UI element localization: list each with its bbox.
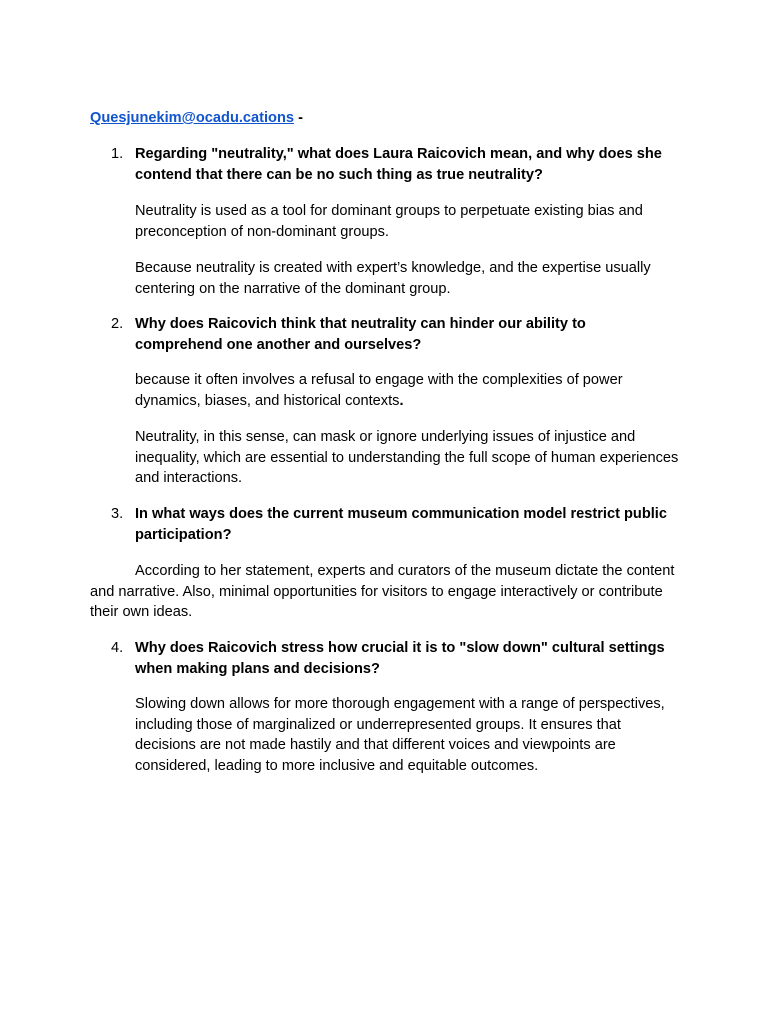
- item-2-answer-2: Neutrality, in this sense, can mask or ignore underlying issues of injustice and inequality, which are essential to understanding the full scope of human experiences and interactions.: [135, 429, 679, 486]
- item-1-answer-1: Neutrality is used as a tool for dominant groups to perpetuate existing bias and preconception of non-dominant groups.: [135, 203, 643, 240]
- item-3-number: 3.: [111, 506, 124, 522]
- item-1-answer-2: Because neutrality is created with expert’s knowledge, and the expertise usually centering on the narrative of the dominant group.: [135, 260, 651, 297]
- item-2-question: Why does Raicovich think that neutrality can hinder our ability to comprehend one another and ourselves?: [135, 316, 586, 353]
- item-2-answer-1: [135, 370, 680, 411]
- item-1-number: 1.: [111, 146, 124, 162]
- item-2-answer-1-text: because it often involves a refusal to engage with the complexities of power dynamics, biases, and historical contexts: [135, 372, 623, 409]
- item-4-question: Why does Raicovich stress how crucial it is to "slow down" cultural settings when making plans and decisions?: [135, 640, 665, 677]
- item-2-answer-1-period: .: [399, 392, 404, 409]
- email-link[interactable]: Quesjunekim@ocadu.cations: [90, 110, 294, 126]
- item-4-answer-1: Slowing down allows for more thorough engagement with a range of perspectives, including those of marginalized or underrepresented groups. It ensures that decisions are not made hastily and that different voices and viewpoints are considered, leading to more inclusive and equitable outcomes.: [135, 696, 665, 774]
- item-2-number: 2.: [111, 316, 124, 332]
- header-dash: -: [298, 110, 303, 126]
- item-3-answer-1: According to her statement, experts and curators of the museum dictate the content and narrative. Also, minimal opportunities for visitors to engage interactively or contribute their own ideas.: [90, 563, 675, 620]
- item-1-question: Regarding "neutrality," what does Laura Raicovich mean, and why does she contend that there can be no such thing as true neutrality?: [135, 146, 662, 183]
- item-3-question: In what ways does the current museum communication model restrict public participation?: [135, 506, 667, 543]
- header-line: [90, 108, 303, 129]
- item-4-number: 4.: [111, 640, 124, 656]
